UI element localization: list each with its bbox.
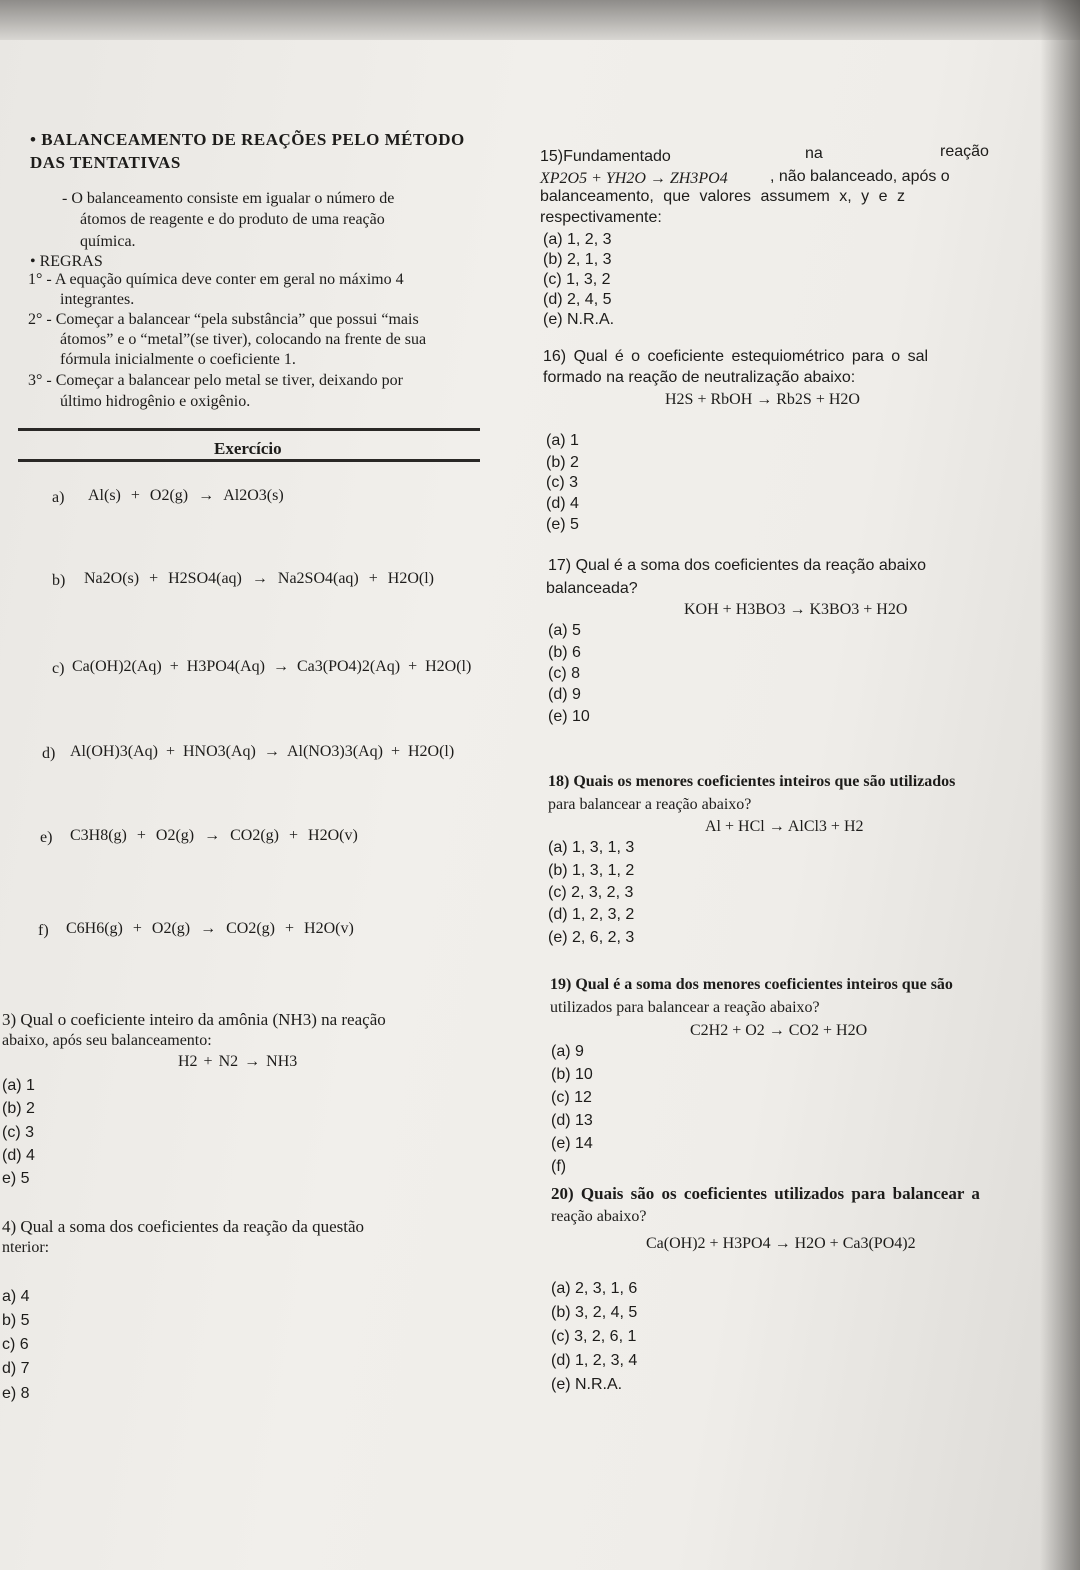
exercise-equation: Al(OH)3(Aq) + HNO3(Aq) → Al(NO3)3(Aq) + H2O(l) <box>70 743 455 760</box>
question-15-text: respectivamente: <box>540 209 662 226</box>
exercise-equation: Al(s) + O2(g) → Al2O3(s) <box>88 487 284 504</box>
question-20-option: (b) 3, 2, 4, 5 <box>551 1304 638 1321</box>
question-17-option: (b) 6 <box>548 644 581 661</box>
exercise-equation: Ca(OH)2(Aq) + H3PO4(Aq) → Ca3(PO4)2(Aq) + H2O(l) <box>72 658 472 675</box>
question-15-option: (d) 2, 4, 5 <box>543 291 612 308</box>
question-18-option: (d) 1, 2, 3, 2 <box>548 906 635 923</box>
question-20-equation: Ca(OH)2 + H3PO4 → H2O + Ca3(PO4)2 <box>646 1235 916 1252</box>
question-19-option: (f) <box>551 1158 567 1175</box>
question-18-equation: Al + HCl → AlCl3 + H2 <box>705 818 864 835</box>
question-15-text: reação <box>940 143 989 160</box>
page-top-shadow <box>0 0 1080 40</box>
exercise-label: c) <box>52 660 65 677</box>
exercise-label: b) <box>52 572 66 589</box>
question-3-option: (b) 2 <box>2 1100 35 1117</box>
question-16-option: (c) 3 <box>546 474 578 491</box>
question-4-option: b) 5 <box>2 1312 30 1329</box>
intro-line: átomos de reagente e do produto de uma reação <box>80 211 385 228</box>
divider-top <box>18 428 480 431</box>
question-19-option: (b) 10 <box>551 1066 593 1083</box>
rule-line: último hidrogênio e oxigênio. <box>60 393 251 410</box>
question-15-text: na <box>805 145 823 162</box>
section-title: • BALANCEAMENTO DE REAÇÕES PELO MÉTODO <box>30 130 465 149</box>
question-15-text: balanceamento, que valores assumem x, y e z <box>540 188 905 205</box>
question-15-text: 15)Fundamentado <box>540 148 671 165</box>
question-15-equation: XP2O5 + YH2O → ZH3PO4 <box>540 170 728 187</box>
rules-heading: • REGRAS <box>30 253 103 270</box>
exercise-label: a) <box>52 489 65 506</box>
rule-line: 1° - A equação química deve conter em geral no máximo 4 <box>28 271 404 288</box>
question-16-option: (a) 1 <box>546 432 579 449</box>
exercise-equation: Na2O(s) + H2SO4(aq) → Na2SO4(aq) + H2O(l) <box>84 570 434 587</box>
question-20-option: (e) N.R.A. <box>551 1376 623 1393</box>
question-3-equation: H2 + N2 → NH3 <box>178 1053 298 1070</box>
question-15-option: (c) 1, 3, 2 <box>543 271 611 288</box>
exercise-equation: C6H6(g) + O2(g) → CO2(g) + H2O(v) <box>66 920 354 937</box>
question-3-option: (d) 4 <box>2 1147 35 1164</box>
rule-line: átomos” e o “metal”(se tiver), colocando na frente de sua <box>60 331 427 348</box>
exercise-label: f) <box>38 922 49 939</box>
question-16-text: 16) Qual é o coeficiente estequiométrico para o sal <box>543 348 929 365</box>
question-18-option: (a) 1, 3, 1, 3 <box>548 839 635 856</box>
rule-line: fórmula inicialmente o coeficiente 1. <box>60 351 296 368</box>
exercise-label: d) <box>42 745 56 762</box>
question-18-option: (e) 2, 6, 2, 3 <box>548 929 635 946</box>
question-19-option: (e) 14 <box>551 1135 593 1152</box>
question-17-option: (c) 8 <box>548 665 580 682</box>
rule-line: 2° - Começar a balancear “pela substância” que possui “mais <box>28 311 419 328</box>
question-19-text: utilizados para balancear a reação abaixo? <box>550 999 820 1016</box>
question-3-option: e) 5 <box>2 1170 30 1187</box>
question-17-text: 17) Qual é a soma dos coeficientes da reação abaixo <box>548 557 927 574</box>
question-20-option: (c) 3, 2, 6, 1 <box>551 1328 637 1345</box>
question-16-option: (b) 2 <box>546 454 579 471</box>
question-4-option: d) 7 <box>2 1360 30 1377</box>
question-4-text: nterior: <box>2 1239 50 1256</box>
question-20-option: (a) 2, 3, 1, 6 <box>551 1280 638 1297</box>
question-15-option: (e) N.R.A. <box>543 311 615 328</box>
question-20-text: reação abaixo? <box>551 1208 647 1225</box>
intro-line: química. <box>80 233 136 250</box>
question-20-option: (d) 1, 2, 3, 4 <box>551 1352 638 1369</box>
question-15-option: (b) 2, 1, 3 <box>543 251 612 268</box>
question-17-text: balanceada? <box>546 580 638 597</box>
question-3-option: (a) 1 <box>2 1077 35 1094</box>
question-19-option: (c) 12 <box>551 1089 592 1106</box>
question-16-option: (d) 4 <box>546 495 579 512</box>
intro-line: - O balanceamento consiste em igualar o número de <box>62 190 395 207</box>
exercise-heading: Exercício <box>214 439 282 458</box>
question-15-text: , não balanceado, após o <box>770 168 950 185</box>
question-20-text: 20) Quais são os coeficientes utilizados para balancear a <box>551 1184 980 1203</box>
question-16-option: (e) 5 <box>546 516 579 533</box>
question-18-option: (c) 2, 3, 2, 3 <box>548 884 634 901</box>
rule-line: 3° - Começar a balancear pelo metal se tiver, deixando por <box>28 372 403 389</box>
question-17-option: (a) 5 <box>548 622 581 639</box>
question-17-option: (d) 9 <box>548 686 581 703</box>
question-4-option: a) 4 <box>2 1288 30 1305</box>
question-19-text: 19) Qual é a soma dos menores coeficientes inteiros que são <box>550 976 953 993</box>
question-19-equation: C2H2 + O2 → CO2 + H2O <box>690 1022 868 1039</box>
question-3-text: 3) Qual o coeficiente inteiro da amônia (NH3) na reação <box>2 1010 386 1029</box>
question-18-text: 18) Quais os menores coeficientes inteiros que são utilizados <box>548 773 956 790</box>
question-18-text: para balancear a reação abaixo? <box>548 796 752 813</box>
question-19-option: (a) 9 <box>551 1043 584 1060</box>
exercise-equation: C3H8(g) + O2(g) → CO2(g) + H2O(v) <box>70 827 358 844</box>
question-4-option: c) 6 <box>2 1336 29 1353</box>
question-15-option: (a) 1, 2, 3 <box>543 231 612 248</box>
question-18-option: (b) 1, 3, 1, 2 <box>548 862 635 879</box>
question-4-text: 4) Qual a soma dos coeficientes da reação da questão <box>2 1217 365 1236</box>
question-17-option: (e) 10 <box>548 708 590 725</box>
question-3-text: abaixo, após seu balanceamento: <box>2 1032 212 1049</box>
question-3-option: (c) 3 <box>2 1124 34 1141</box>
question-16-text: formado na reação de neutralização abaixo: <box>543 369 856 386</box>
page-right-shadow <box>1040 0 1080 1570</box>
exercise-label: e) <box>40 829 53 846</box>
section-title-continued: DAS TENTATIVAS <box>30 153 181 172</box>
rule-line: integrantes. <box>60 291 135 308</box>
question-19-option: (d) 13 <box>551 1112 593 1129</box>
question-16-equation: H2S + RbOH → Rb2S + H2O <box>665 391 860 408</box>
divider-bottom <box>18 459 480 462</box>
question-4-option: e) 8 <box>2 1385 30 1402</box>
question-17-equation: KOH + H3BO3 → K3BO3 + H2O <box>684 601 908 618</box>
